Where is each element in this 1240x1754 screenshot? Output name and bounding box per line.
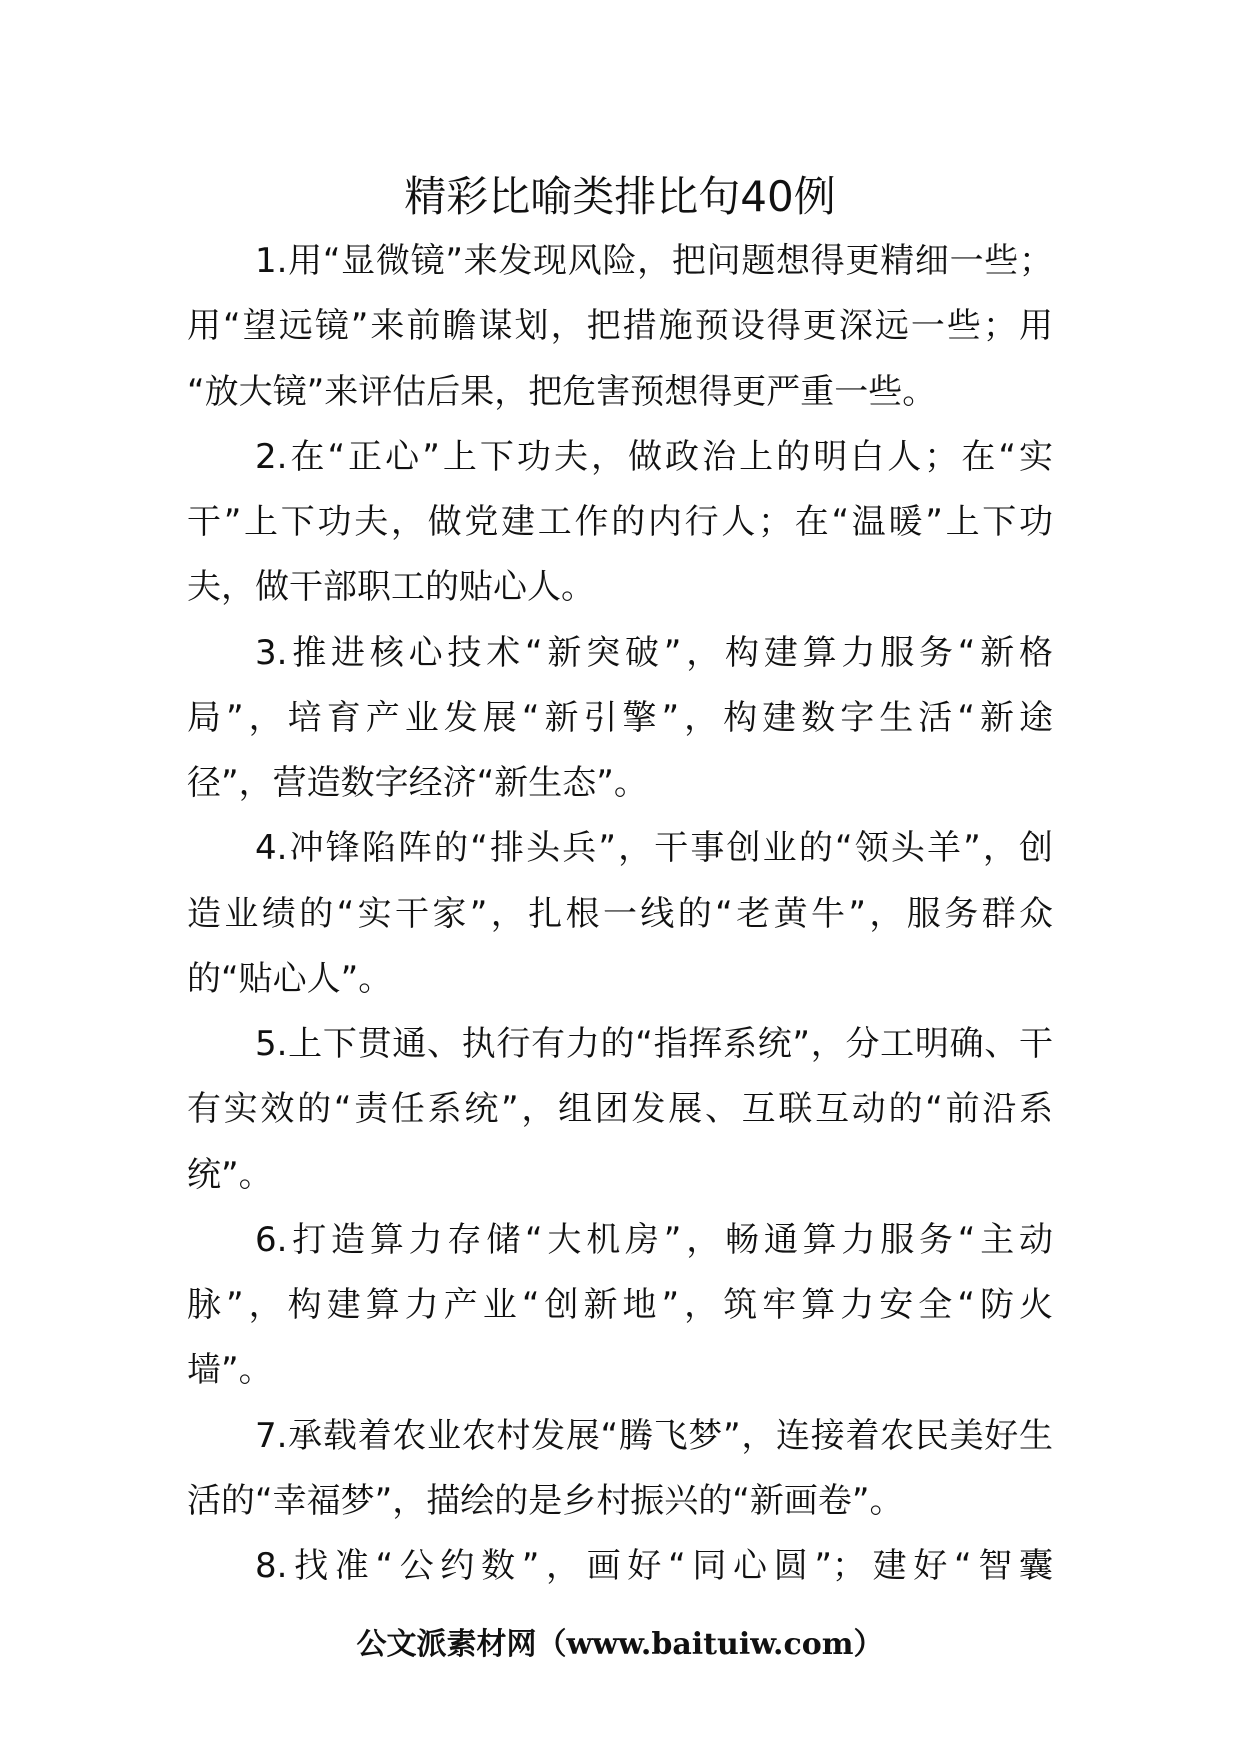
paragraph-line: 7.承载着农业农村发展“腾飞梦”，连接着农民美好生	[255, 1415, 1053, 1456]
paragraph-line: 干”上下功夫，做党建工作的内行人；在“温暖”上下功	[187, 502, 1053, 542]
paragraph-line: 活的“幸福梦”，描绘的是乡村振兴的“新画卷”。	[187, 1480, 904, 1521]
paragraph-line: 6.打造算力存储“大机房”，畅通算力服务“主动	[255, 1219, 1053, 1260]
paragraph	[187, 1534, 1053, 1599]
paragraph-line: 3.推进核心技术“新突破”，构建算力服务“新格	[255, 632, 1053, 673]
paragraph-line: 局”，培育产业发展“新引擎”，构建数字生活“新途	[187, 697, 1053, 738]
paragraph-line: 的“贴心人”。	[187, 958, 393, 999]
paragraph-line: 1.用“显微镜”来发现风险，把问题想得更精细一些；	[255, 241, 1053, 281]
paragraph-line: 墙”。	[187, 1350, 273, 1391]
paragraph-line: 8.找准“公约数”，画好“同心圆”；建好“智囊	[255, 1546, 1053, 1586]
paragraph-line: 造业绩的“实干家”，扎根一线的“老黄牛”，服务群众	[187, 893, 1053, 934]
paragraph-line: 5.上下贯通、执行有力的“指挥系统”，分工明确、干	[255, 1024, 1053, 1064]
paragraph	[187, 621, 1053, 817]
paragraph	[187, 1208, 1053, 1404]
paragraph-line: 2.在“正心”上下功夫，做政治上的明白人；在“实	[255, 436, 1053, 477]
document-body	[187, 229, 1053, 1599]
paragraph	[187, 1404, 1053, 1535]
paragraph-line: 夫，做干部职工的贴心人。	[187, 567, 595, 608]
paragraph-line: “放大镜”来评估后果，把危害预想得更严重一些。	[187, 371, 937, 412]
paragraph	[187, 425, 1053, 621]
paragraph-line: 有实效的“责任系统”，组团发展、互联互动的“前沿系	[187, 1089, 1053, 1130]
paragraph	[187, 229, 1053, 425]
paragraph-line: 4.冲锋陷阵的“排头兵”，干事创业的“领头羊”，创	[255, 828, 1053, 869]
paragraph	[187, 1012, 1053, 1208]
document-title: 精彩比喻类排比句40例	[404, 172, 836, 221]
paragraph-line: 统”。	[187, 1154, 273, 1195]
paragraph-line: 用“望远镜”来前瞻谋划，把措施预设得更深远一些；用	[187, 306, 1053, 347]
paragraph	[187, 816, 1053, 1012]
paragraph-line: 脉”，构建算力产业“创新地”，筑牢算力安全“防火	[187, 1285, 1053, 1325]
paragraph-line: 径”，营造数字经济“新生态”。	[187, 763, 648, 803]
footer-source-text: 公文派素材网（www.baituiw.com）	[356, 1627, 884, 1662]
